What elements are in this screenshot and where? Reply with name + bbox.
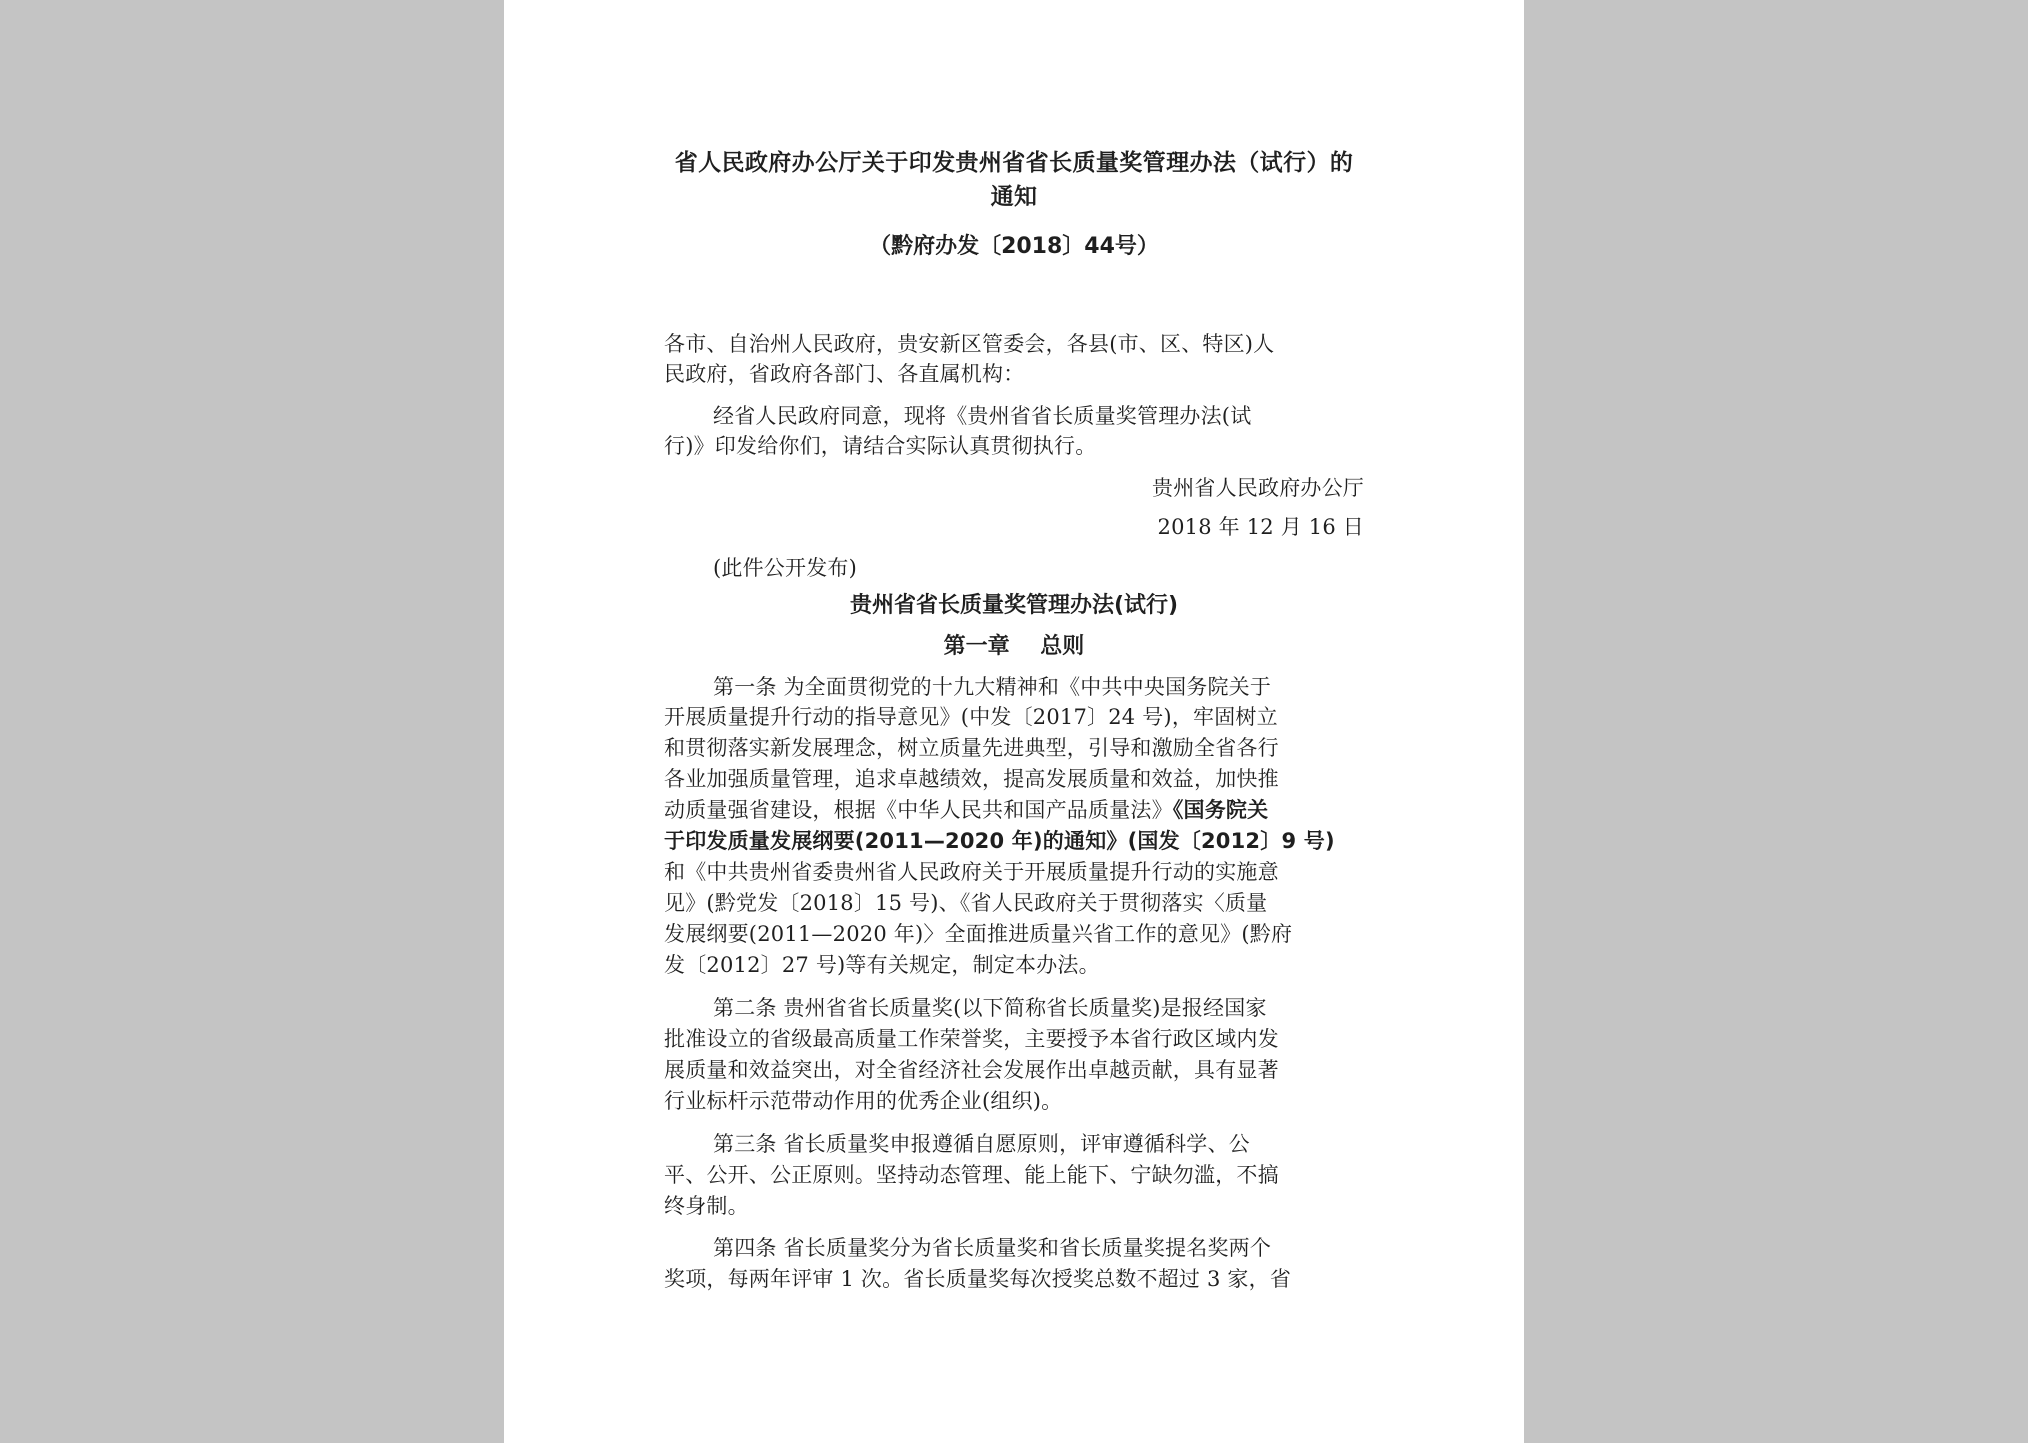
issuer-signature: 贵州省人民政府办公厅 xyxy=(1152,476,1364,500)
article-1-line: 和《中共贵州省委贵州省人民政府关于开展质量提升行动的实施意 xyxy=(664,860,1279,884)
issue-date: 2018 年 12 月 16 日 xyxy=(1157,515,1364,539)
document-title-line-2: 通知 xyxy=(990,184,1038,210)
publication-note: (此件公开发布) xyxy=(713,556,857,580)
article-1-line xyxy=(664,795,1364,825)
article-1-line: 第一条 为全面贯彻党的十九大精神和《中共中央国务院关于 xyxy=(713,675,1272,699)
article-1-bold-citation: 《国务院关 xyxy=(1172,798,1269,822)
article-1-bold-line: 于印发质量发展纲要(2011—2020 年)的通知》(国发〔2012〕9 号) xyxy=(664,829,1335,853)
body-line: 经省人民政府同意，现将《贵州省省长质量奖管理办法(试 xyxy=(713,404,1252,428)
article-1-line: 和贯彻落实新发展理念，树立质量先进典型，引导和激励全省各行 xyxy=(664,736,1279,760)
regulation-title: 贵州省省长质量奖管理办法(试行) xyxy=(849,593,1179,618)
salutation-line: 各市、自治州人民政府，贵安新区管委会，各县(市、区、特区)人 xyxy=(664,332,1275,356)
document-page xyxy=(504,0,1524,1443)
article-2-line: 批准设立的省级最高质量工作荣誉奖，主要授予本省行政区域内发 xyxy=(664,1027,1279,1051)
article-4-line: 第四条 省长质量奖分为省长质量奖和省长质量奖提名奖两个 xyxy=(713,1236,1272,1260)
article-3-line: 第三条 省长质量奖申报遵循自愿原则，评审遵循科学、公 xyxy=(713,1132,1250,1156)
article-2-line: 行业标杆示范带动作用的优秀企业(组织)。 xyxy=(664,1089,1063,1113)
article-3-line: 终身制。 xyxy=(664,1194,749,1218)
article-1-line: 发〔2012〕27 号)等有关规定，制定本办法。 xyxy=(664,953,1100,977)
article-4-line: 奖项，每两年评审 1 次。省长质量奖每次授奖总数不超过 3 家，省 xyxy=(664,1267,1292,1291)
article-1-line: 各业加强质量管理，追求卓越绩效，提高发展质量和效益，加快推 xyxy=(664,767,1279,791)
article-2-line: 第二条 贵州省省长质量奖(以下简称省长质量奖)是报经国家 xyxy=(713,996,1267,1020)
article-1-line: 开展质量提升行动的指导意见》(中发〔2017〕24 号)，牢固树立 xyxy=(664,705,1278,729)
body-line: 行)》印发给你们，请结合实际认真贯彻执行。 xyxy=(664,434,1097,458)
document-title-line-1: 省人民政府办公厅关于印发贵州省省长质量奖管理办法（试行）的 xyxy=(674,150,1354,176)
chapter-heading: 第一章 总则 xyxy=(943,634,1085,659)
article-1-line: 发展纲要(2011—2020 年)〉全面推进质量兴省工作的意见》(黔府 xyxy=(664,922,1293,946)
article-1-line: 见》(黔党发〔2018〕15 号)、《省人民政府关于贯彻落实〈质量 xyxy=(664,891,1268,915)
article-1-text: 动质量强省建设，根据《中华人民共和国产品质量法》 xyxy=(664,798,1173,822)
article-3-line: 平、公开、公正原则。坚持动态管理、能上能下、宁缺勿滥，不搞 xyxy=(664,1163,1279,1187)
document-number: （黔府办发〔2018〕44号） xyxy=(869,234,1159,259)
salutation-line: 民政府，省政府各部门、各直属机构： xyxy=(664,362,1025,386)
article-2-line: 展质量和效益突出，对全省经济社会发展作出卓越贡献，具有显著 xyxy=(664,1058,1279,1082)
